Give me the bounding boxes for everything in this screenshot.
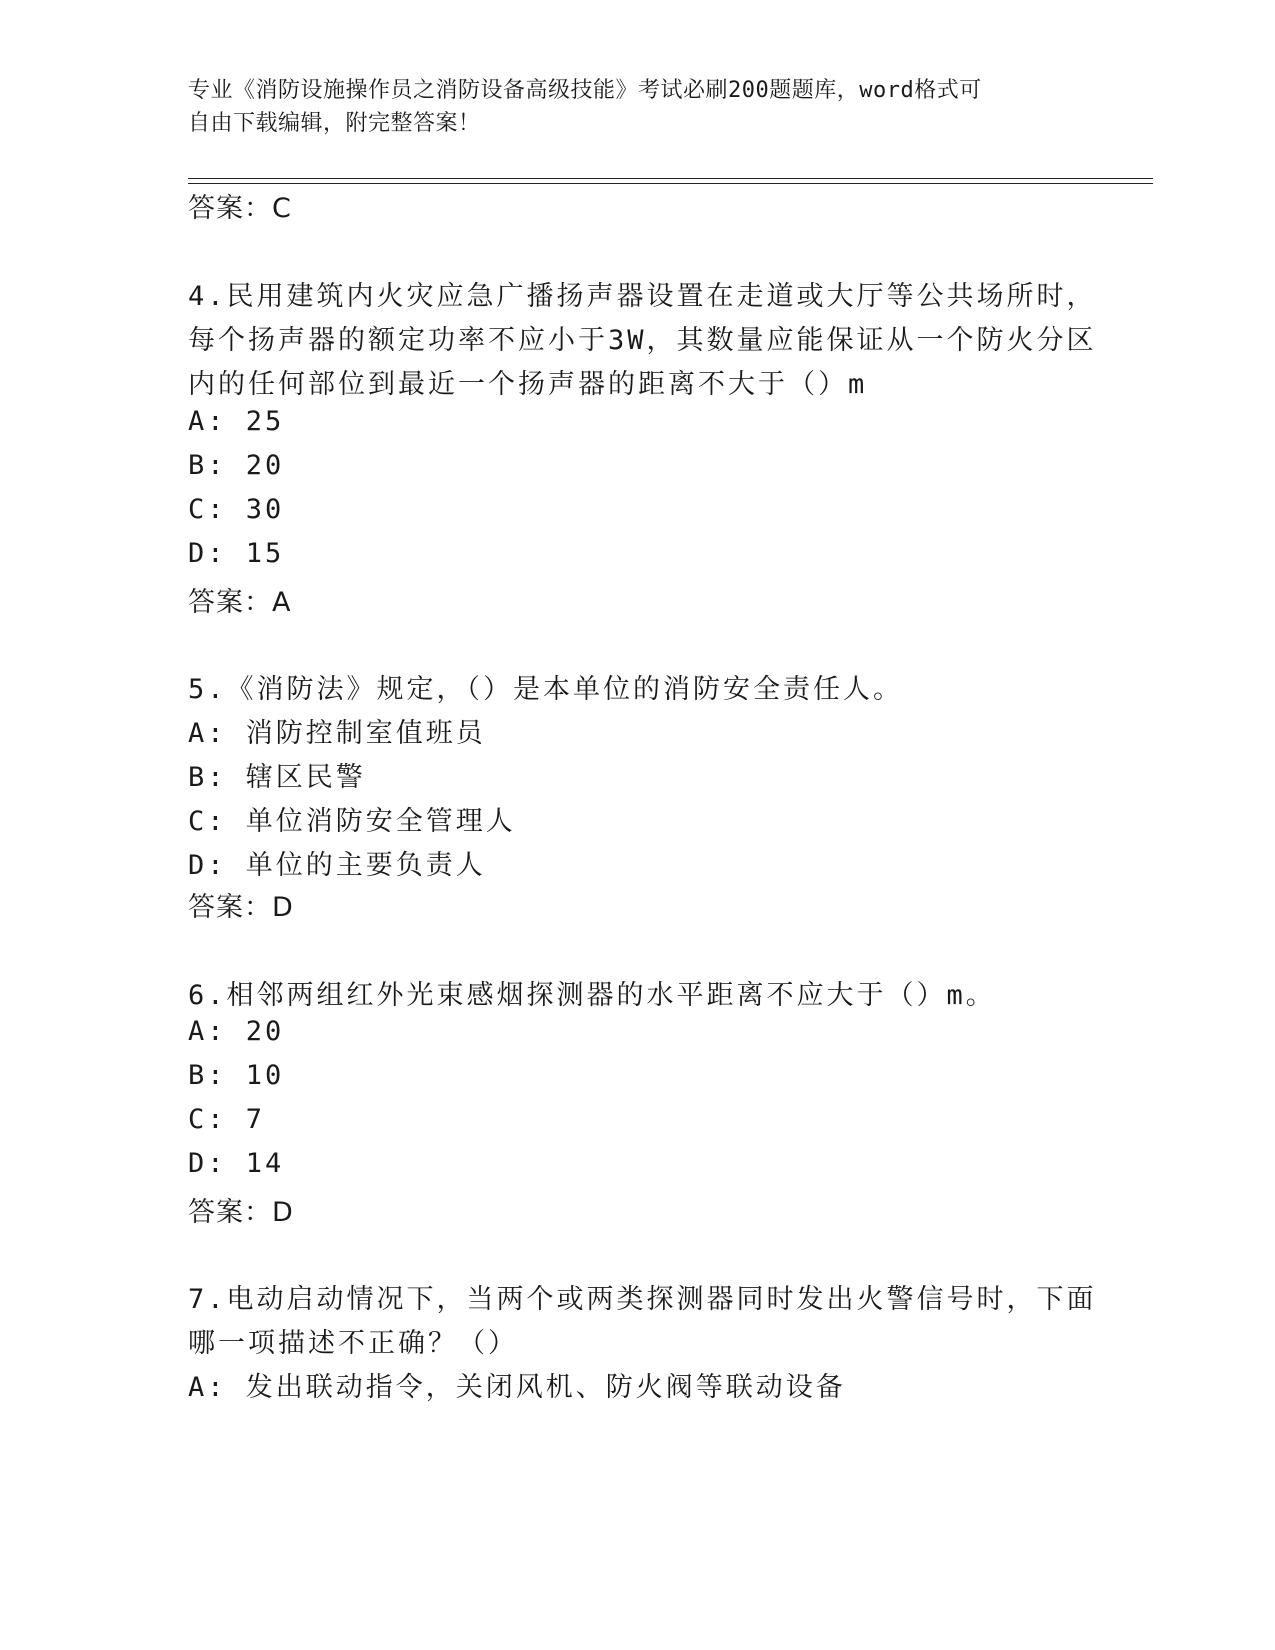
- q4-stem-line-3: 内的任何部位到最近一个扬声器的距离不大于（）m: [188, 369, 868, 400]
- answer-q5: 答案：D: [188, 892, 294, 923]
- q6-option-a: A: 20: [188, 1016, 285, 1047]
- q4-option-a: A: 25: [188, 406, 285, 437]
- header-line-1: 专业《消防设施操作员之消防设备高级技能》考试必刷200题题库，word格式可: [188, 78, 982, 103]
- q4-stem-line-1: 4.民用建筑内火灾应急广播扬声器设置在走道或大厅等公共场所时，: [188, 281, 1097, 312]
- q7-stem-line-2: 哪一项描述不正确？（）: [188, 1328, 518, 1359]
- q4-option-c: C: 30: [188, 494, 285, 525]
- q5-option-c: C: 单位消防安全管理人: [188, 806, 516, 837]
- q6-option-b: B: 10: [188, 1060, 285, 1091]
- q4-option-b: B: 20: [188, 450, 285, 481]
- q5-option-b: B: 辖区民警: [188, 762, 366, 793]
- header-divider-top: [188, 178, 1153, 179]
- answer-q4: 答案：A: [188, 587, 292, 618]
- document-header: [188, 74, 1068, 140]
- q5-option-d: D: 单位的主要负责人: [188, 850, 486, 881]
- q4-option-d: D: 15: [188, 538, 285, 569]
- answer-q6: 答案：D: [188, 1197, 294, 1228]
- q5-stem-line-1: 5.《消防法》规定，（）是本单位的消防安全责任人。: [188, 674, 904, 705]
- header-line-2: 自由下载编辑，附完整答案！: [188, 111, 481, 136]
- q4-stem-line-2: 每个扬声器的额定功率不应小于3W，其数量应能保证从一个防火分区: [188, 325, 1097, 356]
- q6-option-c: C: 7: [188, 1104, 266, 1135]
- q7-option-a: A: 发出联动指令，关闭风机、防火阀等联动设备: [188, 1372, 846, 1403]
- header-divider-bottom: [188, 183, 1153, 184]
- q5-option-a: A: 消防控制室值班员: [188, 718, 486, 749]
- q7-stem-line-1: 7.电动启动情况下，当两个或两类探测器同时发出火警信号时，下面: [188, 1284, 1097, 1315]
- q6-stem-line-1: 6.相邻两组红外光束感烟探测器的水平距离不应大于（）m。: [188, 980, 996, 1011]
- answer-q3: 答案：C: [188, 193, 292, 224]
- q6-option-d: D: 14: [188, 1148, 285, 1179]
